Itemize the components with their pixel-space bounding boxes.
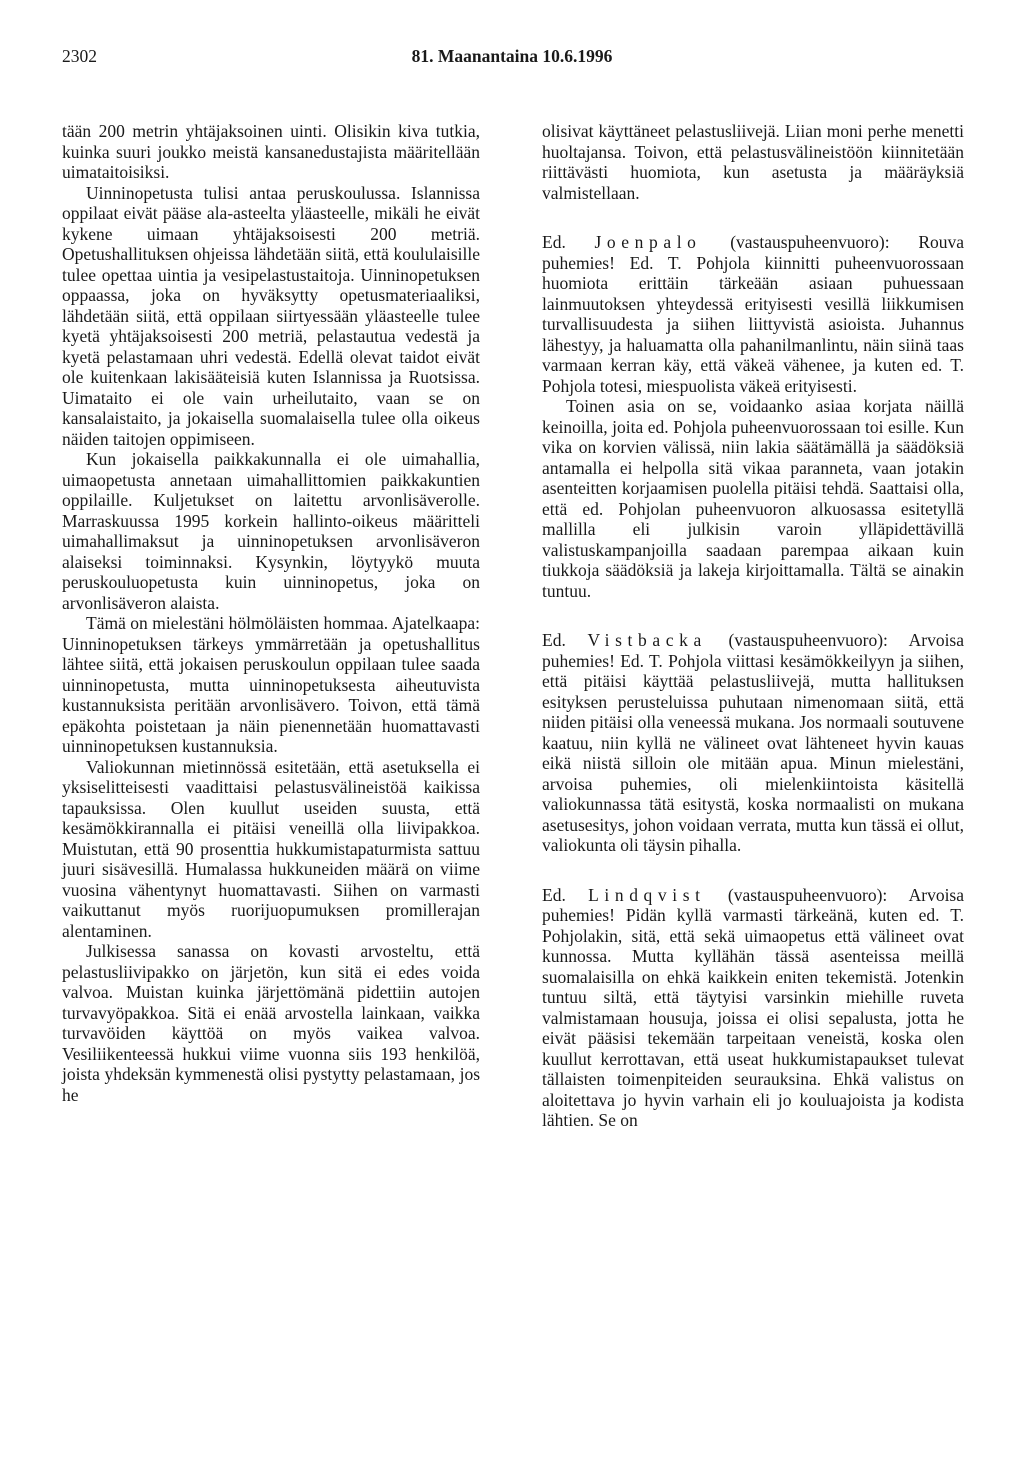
speaker-name: Lindqvist	[588, 884, 706, 905]
paragraph: Valiokunnan mietinnössä esitetään, että asetuksella ei yksiselitteisesti vaadittaisi pelastusvälineistöä kaikissa tapauksissa. Olen kuullut useiden suusta, että kesämökkirannalla ei pitäisi veneillä olla liivipakkoa. Muistutan, että 90 prosenttia hukkumistapaturmista sattuu juuri sisävesillä. Humalassa hukkuneiden määrä on viime vuosina vähentynyt huomattavasti. Siihen on varmasti vaikuttanut myös ruorijuopumuksen promillerajan alentaminen.	[62, 756, 480, 941]
left-column	[62, 121, 480, 1105]
paragraph: Julkisessa sanassa on kovasti arvosteltu, että pelastusliivipakko on järjetön, kun sitä ei edes voida valvoa. Muistan kuinka järjettömänä pidettiin autojen turvavyöpakkoa. Sitä ei enää arvostella lainkaan, vaikka turvavöiden käyttöä on myös vaikea valvoa. Vesiliikenteessä hukkui viime vuonna siis 193 henkilöä, joista yhdeksän kymmenestä olisi pystytty pelastamaan, jos he	[62, 941, 480, 1105]
right-column	[542, 121, 964, 1131]
paragraph: olisivat käyttäneet pelastusliivejä. Liian moni perhe menetti huoltajansa. Toivon, että pelastusvälineistöön kiinnitetään riittävästi huomiota, kun asetusta ja määräyksiä valmistellaan.	[542, 121, 964, 203]
speech-lindqvist	[542, 885, 964, 1131]
speaker-role: (vastauspuheenvuoro):	[730, 232, 890, 252]
speaker-name: Vistbacka	[587, 630, 707, 650]
speaker-prefix: Ed.	[542, 884, 566, 905]
speaker-role: (vastauspuheenvuoro):	[727, 884, 888, 905]
speech-text: Arvoisa puhemies! Pidän kyllä varmasti tärkeänä, kuten ed. T. Pohjolakin, sitä, että sekä uimaopetus että välineet ovat kunnossa. Mutta kyllähän tässä asenteissa meillä suomalaisilla on ehkä kaikkein eniten tekemistä. Jotenkin tuntuu siltä, että täytyisi varsinkin miehille ruveta valmistamaan housuja, joissa ei olisi sepalusta, jotta he eivät pääsisi tekemään tarpeitaan veneistä, koska olen kuullut kerrottavan, että useat hukkumistapaukset tulevat tällaisten toimenpiteiden seurauksina. Ehkä valistus on aloitettava jo hyvin varhain eli jo kouluajoista ja kodista lähtien. Se on	[542, 884, 965, 1130]
issue-title: 81. Maanantaina 10.6.1996	[411, 46, 613, 66]
paragraph: Kun jokaisella paikkakunnalla ei ole uimahallia, uimaopetusta annetaan uimahallittomien paikkakuntien oppilaille. Kuljetukset on laitettu arvonlisäverolle. Marraskuussa 1995 korkein hallinto-oikeus määritteli uimahallimaksut ja uinninopetuksen arvonlisäveron alaiseksi toiminnaksi. Kysynkin, löytyykö muuta peruskouluopetusta kuin uinninopetus, joka on arvonlisäveron alaista.	[62, 449, 480, 613]
speaker-name: Joenpalo	[594, 232, 702, 252]
speech-joenpalo	[542, 232, 964, 396]
paragraph: Tämä on mielestäni hölmöläisten hommaa. Ajatelkaapa: Uinninopetuksen tärkeys ymmärretään ja opetushallitus lähtee siitä, että jokaisen peruskoulun oppilaan tulee saada uinninopetusta, mutta uinninopetuksesta aiheutuvista kustannuksista peritään arvonlisävero. Toivon, että tämä epäkohta poistetaan ja näin pienennetään huomattavasti uinninopetuksen kustannuksia.	[62, 613, 480, 756]
page-number: 2302	[62, 46, 97, 66]
speech-text: Rouva puhemies! Ed. T. Pohjola kiinnitti puheenvuorossaan huomiota erittäin tärkeään asiaan puhuessaan lainmuutoksen yhteydessä erityisesti vesillä liikkumisen turvallisuudesta ja siihen liittyvistä asioista. Juhannus lähestyy, ja haluamatta olla pahanilmanlintu, näin siinä taas varmaan kerran käy, että väkeä vähenee, ja kuten ed. T. Pohjola totesi, miespuolista väkeä erityisesti.	[542, 232, 965, 396]
speaker-prefix: Ed.	[542, 232, 566, 252]
speech-text: Arvoisa puhemies! Ed. T. Pohjola viittasi kesämökkeilyyn ja siihen, että pitäisi käyttää pelastusliivejä, mutta hallituksen esityksen perusteluissa puhutaan nimenomaan siitä, että niiden pitäisi olla veneessä mukana. Jos normaali soutuvene kaatuu, niin kyllä ne välineet ovat lähteneet hyvin kauas eikä niistä silloin ole mitään apua. Minun mielestäni, arvoisa puhemies, oli mielenkiintoista käsitellä valiokunnassa tätä esitystä, koska normaalisti on mukana asetusesitys, johon voidaan verrata, mutta kun tässä ei ollut, valiokunta oli täysin pihalla.	[542, 630, 965, 855]
speaker-role: (vastauspuheenvuoro):	[728, 630, 888, 650]
speech-vistbacka	[542, 630, 964, 856]
paragraph: tään 200 metrin yhtäjaksoinen uinti. Olisikin kiva tutkia, kuinka suuri joukko meistä kansanedustajista määritellään uimataitoisiksi.	[62, 121, 480, 182]
speaker-prefix: Ed.	[542, 630, 566, 650]
paragraph: Uinninopetusta tulisi antaa peruskoulussa. Islannissa oppilaat eivät pääse ala-asteelta yläasteelle, mikäli he eivät kykene uimaan yhtäjaksoisesti 200 metriä. Opetushallituksen ohjeissa lähdetään siitä, että koululaisille tulee opettaa uintia ja vesipelastustaitoja. Uinninopetuksen oppaassa, joka on hyväksytty opetusmateriaaliksi, lähdetään siitä, että oppilaan siirtyessään yläasteelle tulee kyetä yhtäjaksoisesti 200 metriä, pelastautua vedestä ja kyetä pelastamaan uhri vedestä. Edellä olevat taidot eivät ole kuitenkaan lakisääteisiä kuten Islannissa ja Ruotsissa. Uimataito ei ole vain urheilutaito, vaan se on kansalaistaito, ja jokaisella suomalaisella tulee olla oikeus näiden taitojen oppimiseen.	[62, 182, 480, 449]
paragraph: Toinen asia on se, voidaanko asiaa korjata näillä keinoilla, joita ed. Pohjola puheenvuorossaan toi esille. Kun vika on korvien välissä, niin lakia säätämällä ja säädöksiä antamalla ei helpolla sitä vikaa paranneta, vaan jotakin asenteitten korjaamisen puolella pitäisi tehdä. Saattaisi olla, että ed. Pohjolan puheenvuoron alkuosassa esitetyllä mallilla eli julkisin varoin ylläpidettävillä valistuskampanjoilla saadaan parempaa aikaan kuin tiukkoja säädöksiä ja lakeja kirjoittamalla. Tältä se ainakin tuntuu.	[542, 396, 964, 601]
page-header	[62, 46, 962, 70]
